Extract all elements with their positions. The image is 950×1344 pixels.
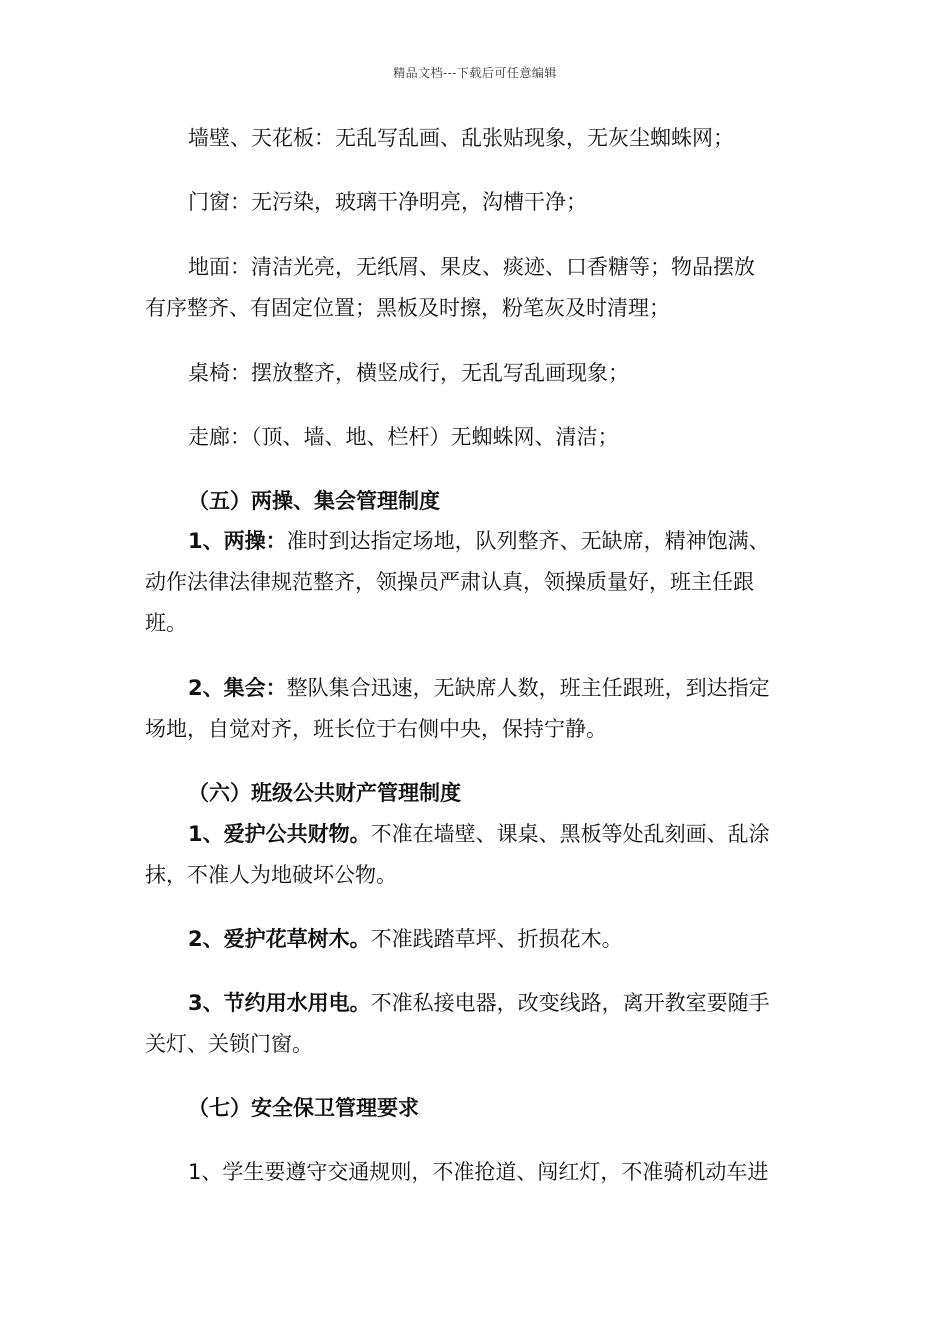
item-utilities-text: 不准私接电器，改变线路，离开教室要随手 [370, 991, 770, 1015]
item-property-line-2: 抹，不准人为地破坏公物。 [145, 863, 397, 887]
item-plants-text: 不准践踏草坪、折损花木。 [370, 927, 623, 951]
paragraph-desks-chairs: 桌椅：摆放整齐，横竖成行，无乱写乱画现象； [188, 361, 629, 385]
item-traffic-line-1: 1、学生要遵守交通规则，不准抢道、闯红灯，不准骑机动车进 [188, 1160, 769, 1184]
section-heading-5: （五）两操、集会管理制度 [188, 489, 440, 513]
paragraph-walls-ceiling: 墙壁、天花板：无乱写乱画、乱张贴现象，无灰尘蜘蛛网； [188, 126, 734, 150]
item-exercises-lead: 1、两操： [188, 529, 287, 553]
item-plants-lead: 2、爱护花草树木。 [188, 927, 371, 951]
item-assembly-text: 整队集合迅速，无缺席人数，班主任跟班，到达指定 [286, 676, 770, 700]
item-utilities-line-2: 关灯、关锁门窗。 [145, 1032, 313, 1056]
item-property-line-1 [188, 820, 858, 848]
item-plants-line-1 [188, 925, 858, 953]
section-heading-6: （六）班级公共财产管理制度 [188, 781, 461, 805]
item-exercises-line-2: 动作法律法律规范整齐，领操员严肃认真，领操质量好，班主任跟 [145, 570, 754, 594]
section-heading-7: （七）安全保卫管理要求 [188, 1096, 419, 1120]
paragraph-floor-line-2: 有序整齐、有固定位置；黑板及时擦，粉笔灰及时清理； [145, 296, 670, 320]
item-assembly-lead: 2、集会： [188, 676, 287, 700]
item-exercises-line-1 [188, 527, 858, 555]
item-exercises-text: 准时到达指定场地，队列整齐、无缺席，精神饱满、 [286, 529, 770, 553]
item-utilities-lead: 3、节约用水用电。 [188, 991, 371, 1015]
page-header: 精品文档---下载后可任意编辑 [393, 66, 557, 80]
item-assembly-line-2: 场地，自觉对齐，班长位于右侧中央，保持宁静。 [145, 717, 607, 741]
item-property-lead: 1、爱护公共财物。 [188, 822, 371, 846]
paragraph-corridor: 走廊：（顶、墙、地、栏杆）无蜘蛛网、清洁； [188, 425, 619, 449]
item-property-text: 不准在墙壁、课桌、黑板等处乱刻画、乱涂 [370, 822, 770, 846]
item-utilities-line-1 [188, 989, 858, 1017]
paragraph-doors-windows: 门窗：无污染，玻璃干净明亮，沟槽干净； [188, 190, 587, 214]
item-assembly-line-1 [188, 674, 858, 702]
item-exercises-line-3: 班。 [145, 611, 187, 635]
paragraph-floor-line-1: 地面：清洁光亮，无纸屑、果皮、痰迹、口香糖等；物品摆放 [188, 255, 755, 279]
